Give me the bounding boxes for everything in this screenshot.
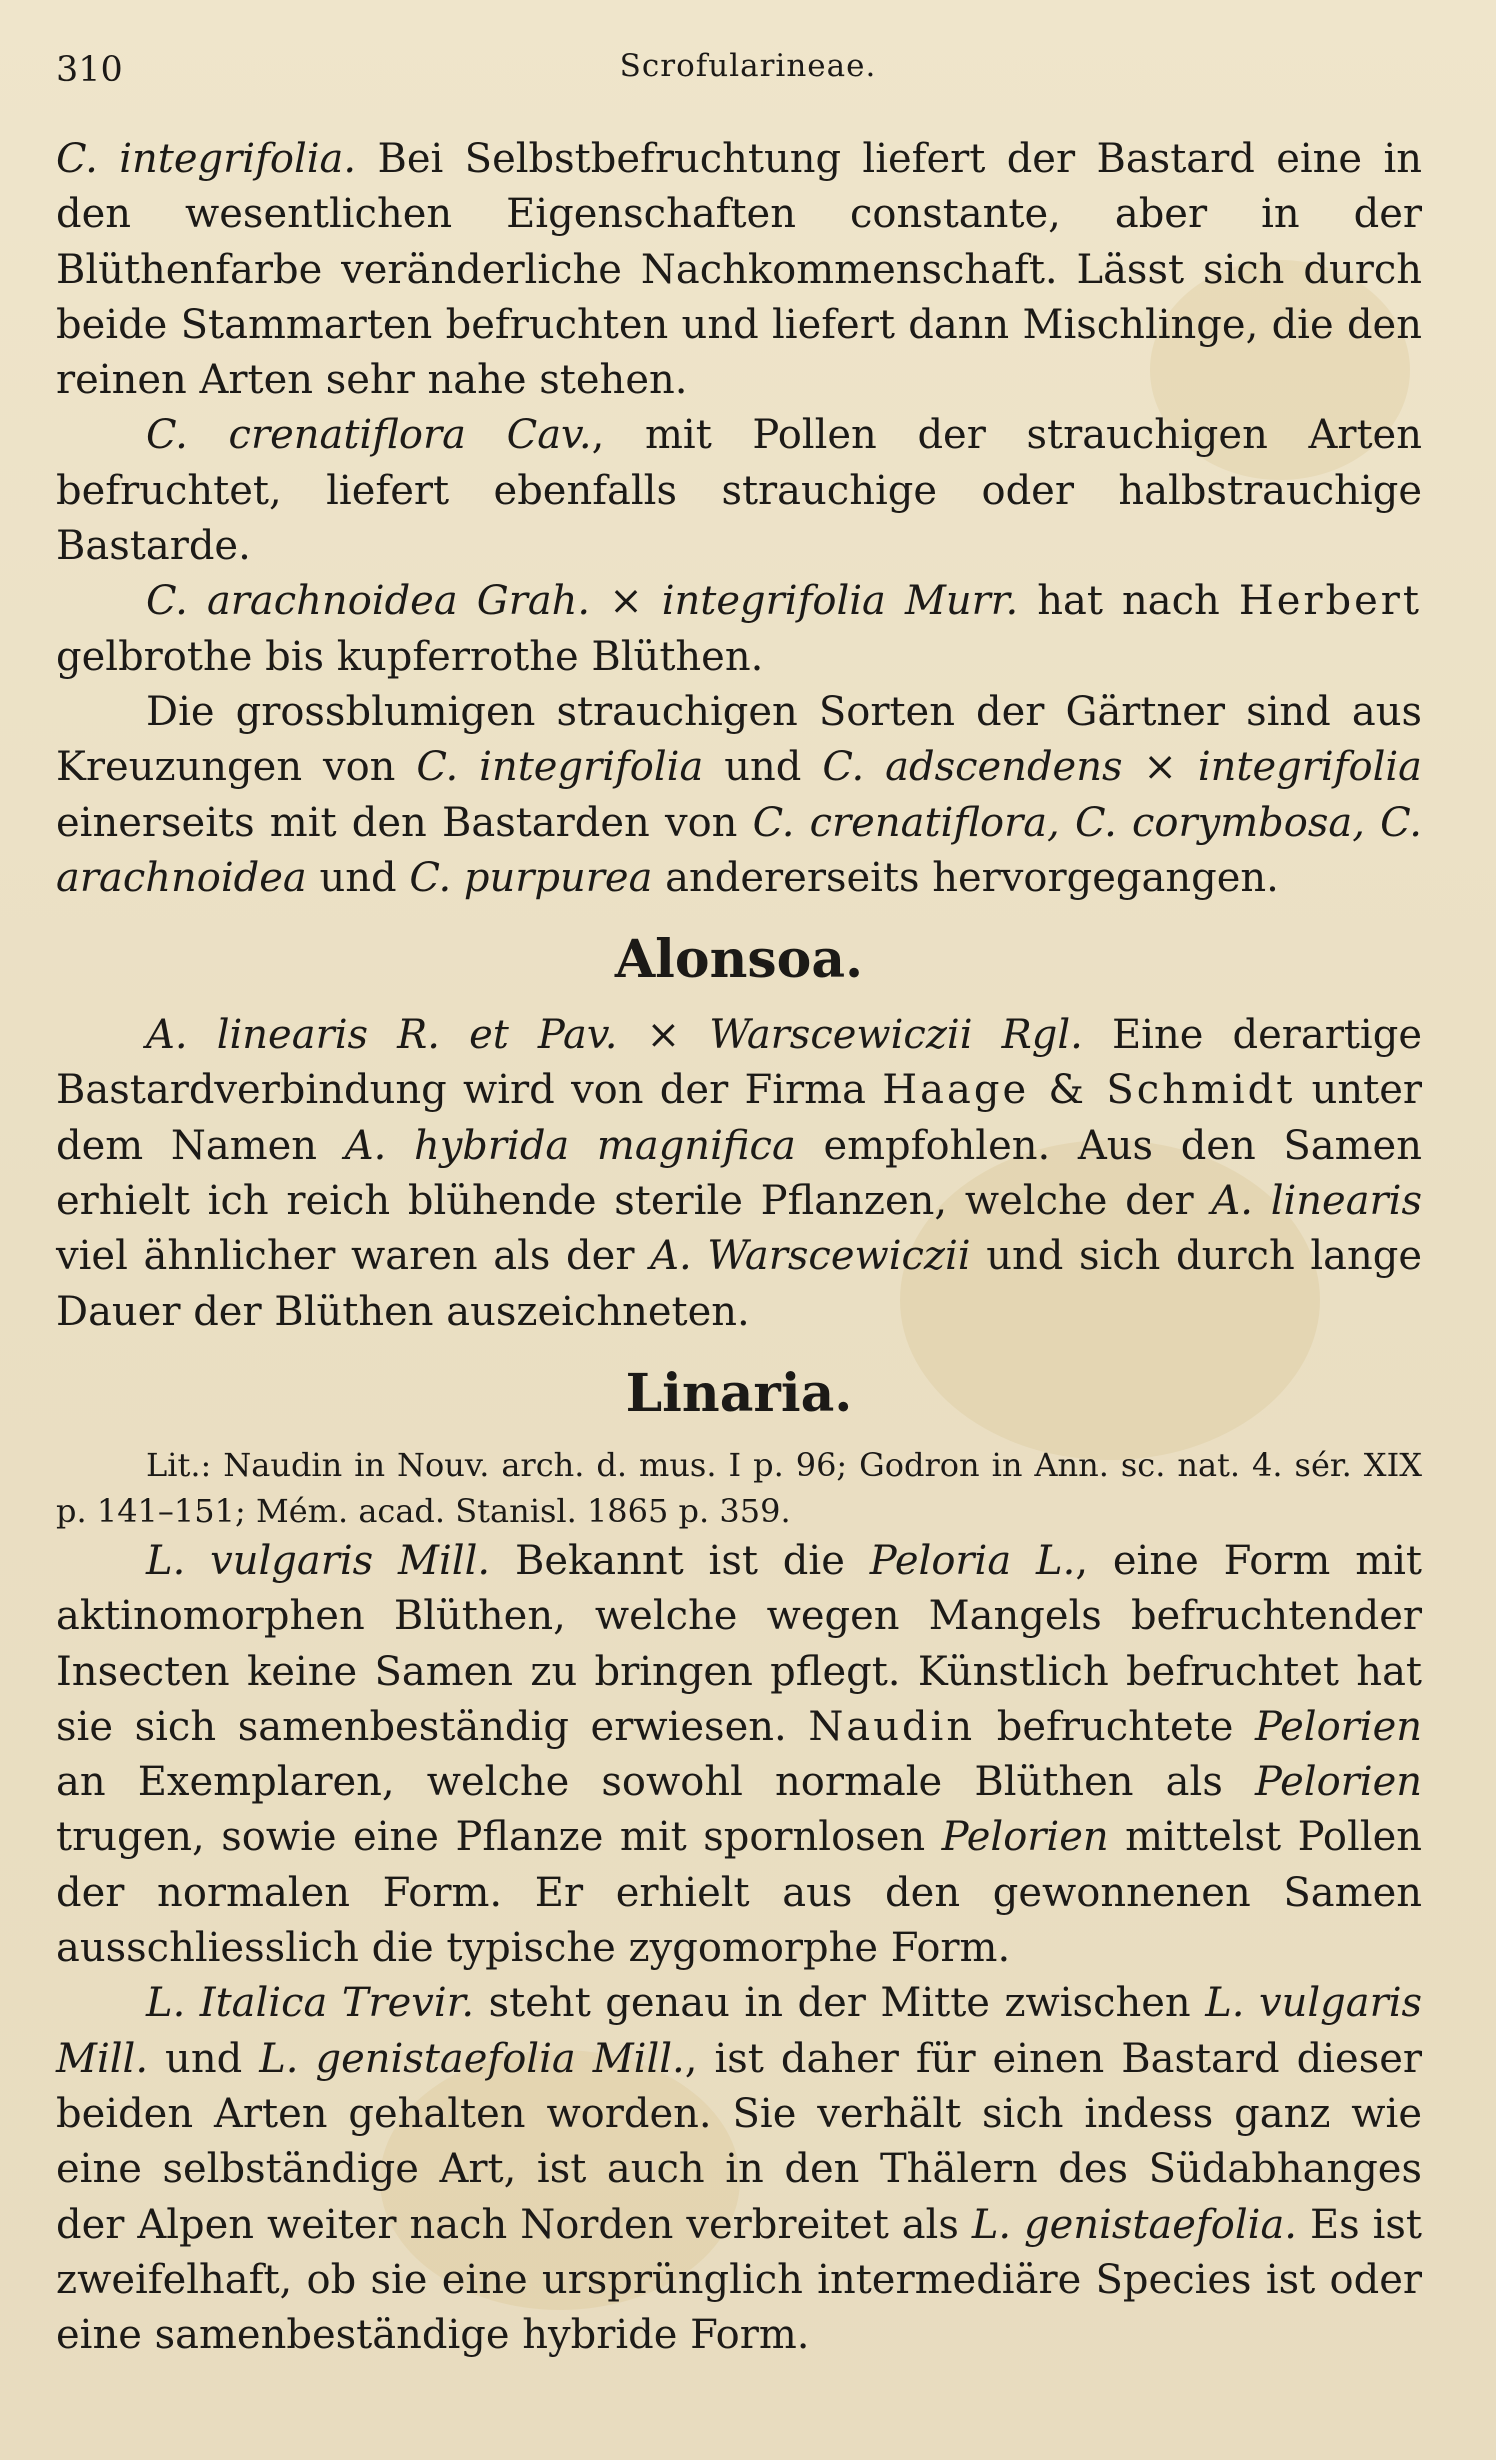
term: Pelorien: [941, 1814, 1109, 1861]
page-number: 310: [56, 50, 123, 90]
text-run: und: [306, 854, 410, 901]
text-run: andererseits hervorgegangen.: [652, 854, 1279, 901]
species-name: C. purpurea: [409, 854, 653, 901]
term: Pelorien: [1254, 1759, 1422, 1806]
text-run: an Exemplaren, welche sowohl normale Blüthen als: [56, 1759, 1255, 1806]
species-name: Peloria L.: [869, 1537, 1076, 1584]
species-name: A. linearis R. et Pav. × Warscewiczii Rgl.: [146, 1012, 1083, 1059]
literature-reference: Lit.: Naudin in Nouv. arch. d. mus. I p. 96; Godron in Ann. sc. nat. 4. sér. XIX p. 141–151; Mém. acad. Stanisl. 1865 p. 359.: [56, 1445, 1422, 1530]
text-run: befruchtete: [975, 1703, 1255, 1750]
species-name: L. genistaefolia Mill.: [259, 2035, 685, 2082]
species-name: C. integrifolia: [416, 744, 704, 791]
text-run: , mit Pollen der strauchigen Arten befruchtet, liefert ebenfalls strauchige oder halbstrauchige Bastarde.: [56, 412, 1422, 570]
firm-name: Haage & Schmidt: [882, 1067, 1296, 1114]
paragraph-vulgaris: [56, 1534, 1422, 1976]
species-name: C. crenatiflora Cav.: [146, 412, 592, 459]
text-run: Bei Selbstbefruchtung liefert der Bastard eine in den wesentlichen Eigenschaften constante, aber in der Blüthenfarbe veränderliche Nachkommenschaft. Lässt sich durch beide Stammarten befruchten und liefert dann Mischlinge, die den reinen Arten sehr nahe stehen.: [56, 136, 1423, 404]
species-name: L. vulgaris Mill.: [56, 1980, 1423, 2082]
species-name: L. Italica Trevir.: [146, 1980, 475, 2027]
text-run: und: [703, 744, 823, 791]
species-name: C. adscendens × integrifolia: [822, 744, 1423, 791]
paragraph-continued: [56, 132, 1422, 408]
paragraph-arachnoidea: [56, 574, 1422, 685]
text-run: unter dem Namen: [56, 1067, 1423, 1169]
author-name: Naudin: [808, 1703, 976, 1750]
paragraph-alonsoa: [56, 1008, 1422, 1340]
term: Pelorien: [1254, 1703, 1422, 1750]
section-heading-linaria: Linaria.: [625, 1362, 853, 1424]
species-name: A. linearis: [1211, 1178, 1422, 1225]
text-run: gelbrothe bis kupferrothe Blüthen.: [56, 633, 764, 680]
text-run: , eine Form mit aktinomorphen Blüthen, welche wegen Mangels befruchtender Insecten keine Samen zu bringen pflegt. Künstlich befruchtet hat sie sich samenbeständig erwiesen.: [56, 1537, 1422, 1750]
page-body: [56, 132, 1422, 2363]
text-run: mittelst Pollen der normalen Form. Er erhielt aus den gewonnenen Samen ausschliesslich die typische zygomorphe Form.: [56, 1814, 1422, 1972]
text-run: und: [148, 2035, 260, 2082]
paragraph-italica: [56, 1976, 1422, 2363]
text-run: Eine derartige Bastardverbindung wird von der Firma: [56, 1012, 1422, 1114]
paragraph-grossblumig: [56, 685, 1422, 906]
species-name: A. hybrida magnifica: [344, 1122, 796, 1169]
text-run: Die grossblumigen strauchigen Sorten der Gärtner sind aus Kreuzungen von: [56, 688, 1422, 791]
text-run: Es ist zweifelhaft, ob sie eine ursprünglich intermediäre Species ist oder eine samenbeständige hybride Form.: [56, 2201, 1423, 2359]
running-head: Scrofularineae.: [619, 48, 877, 84]
species-name: C. integrifolia.: [56, 136, 357, 182]
species-name: A. Warscewiczii: [650, 1233, 971, 1280]
text-run: , ist daher für einen Bastard dieser beiden Arten gehalten worden. Sie verhält sich indess ganz wie eine selbständige Art, ist auch in den Thälern des Südabhanges der Alpen weiter nach Norden verbreitet als: [56, 2035, 1423, 2248]
species-name: L. genistaefolia.: [971, 2201, 1298, 2248]
page-header: [0, 44, 1496, 94]
text-run: einerseits mit den Bastarden von: [56, 799, 753, 846]
text-run: und sich durch lange Dauer der Blüthen auszeichneten.: [56, 1233, 1422, 1335]
text-run: steht genau in der Mitte zwischen: [474, 1980, 1206, 2027]
author-name: Herbert: [1238, 578, 1422, 625]
species-name: C. arachnoidea Grah. × integrifolia Murr.: [146, 578, 1019, 625]
section-heading-alonsoa: Alonsoa.: [614, 929, 864, 991]
species-name: L. vulgaris Mill.: [146, 1537, 491, 1584]
text-run: viel ähnlicher waren als der: [56, 1233, 651, 1280]
species-name: C. crenatiflora, C. corymbosa, C. arachnoidea: [56, 799, 1422, 901]
text-run: Bekannt ist die: [490, 1537, 870, 1584]
text-run: trugen, sowie eine Pflanze mit spornlosen: [56, 1814, 942, 1861]
text-run: empfohlen. Aus den Samen erhielt ich reich blühende sterile Pflanzen, welche der: [56, 1122, 1422, 1225]
paragraph-crenatiflora: [56, 408, 1422, 574]
text-run: hat nach: [1018, 578, 1239, 625]
